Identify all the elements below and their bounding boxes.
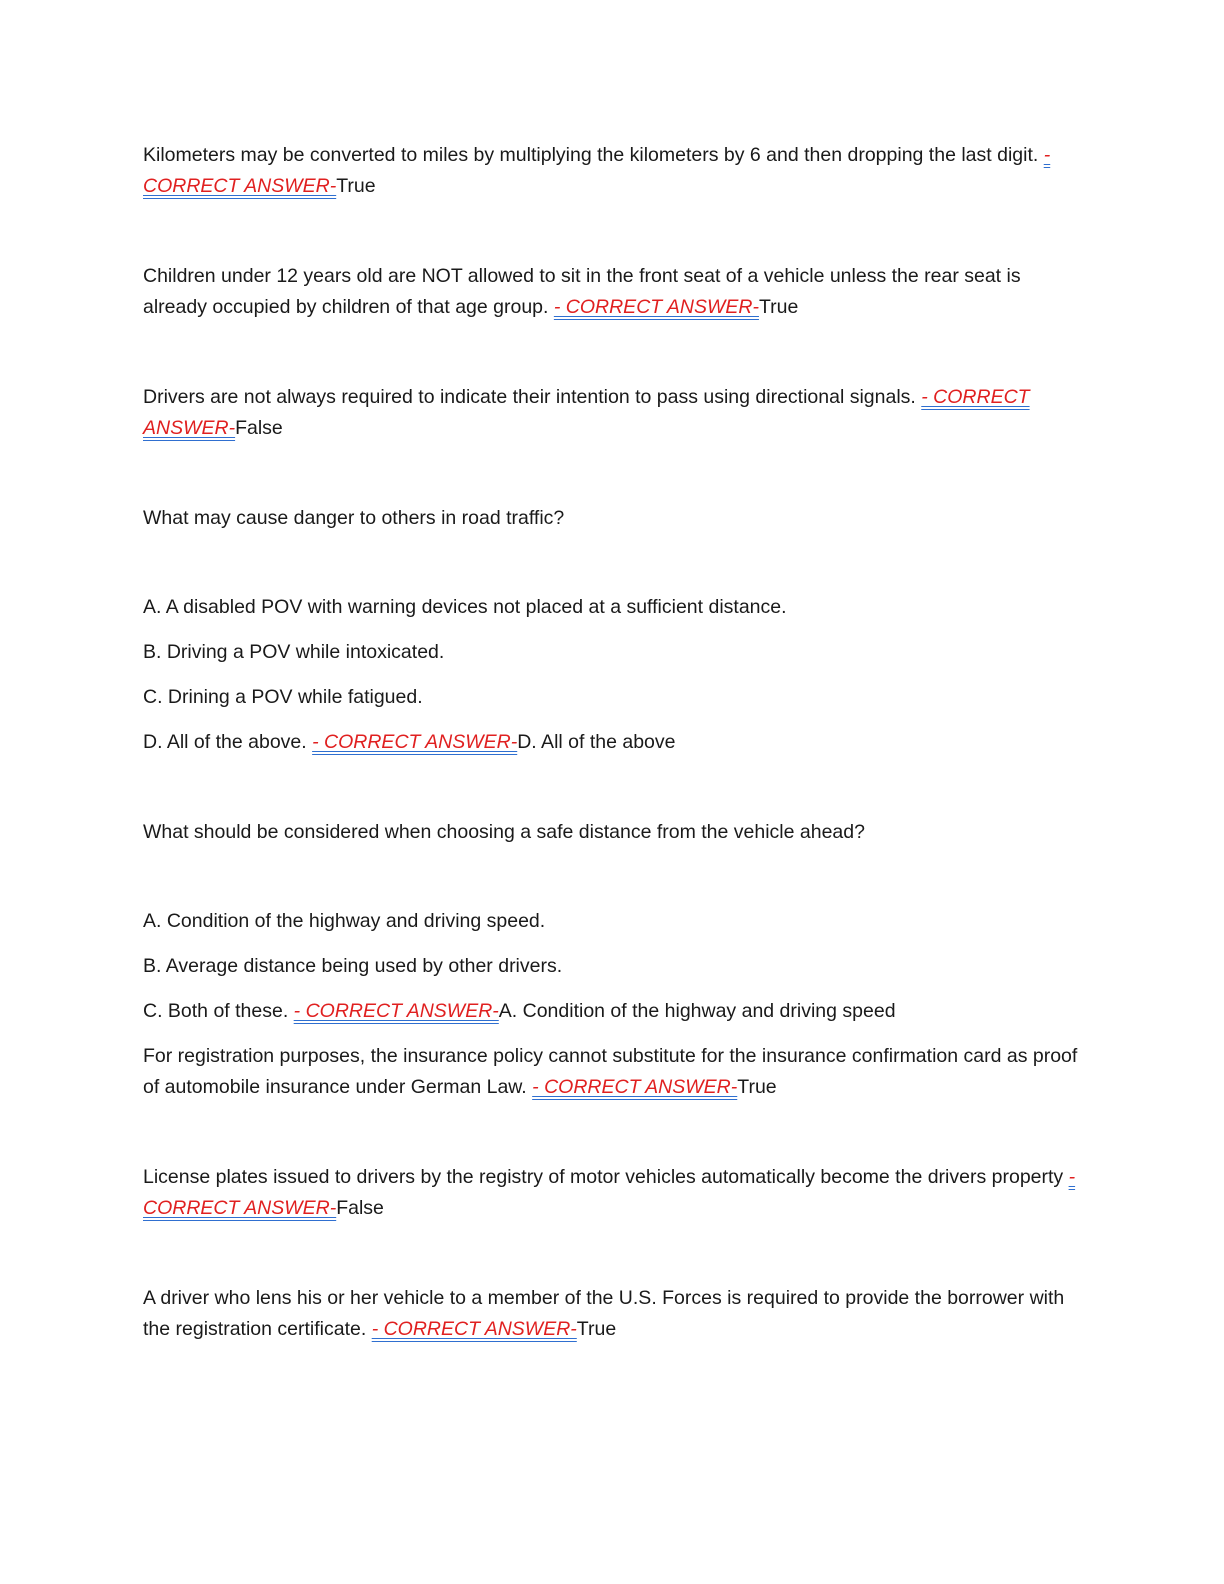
question-7: License plates issued to drivers by the registry of motor vehicles automatically become the drivers property - CORRECT ANSWER-False	[143, 1166, 1076, 1219]
correct-answer-label: - CORRECT ANSWER-	[293, 1000, 499, 1022]
correct-answer-label: - CORRECT ANSWER-	[312, 731, 518, 753]
option-a: A. A disabled POV with warning devices not placed at a sufficient distance.	[143, 596, 787, 618]
answer-value: D. All of the above	[517, 731, 676, 753]
correct-answer-label: - CORRECT ANSWER-	[143, 1166, 1076, 1219]
option-b: B. Average distance being used by other drivers.	[143, 955, 563, 977]
option-d: D. All of the above. - CORRECT ANSWER-D. All of the above	[143, 731, 676, 753]
option-c: C. Drining a POV while fatigued.	[143, 686, 423, 708]
option-a: A. Condition of the highway and driving speed.	[143, 910, 546, 932]
question-3: Drivers are not always required to indicate their intention to pass using directional signals. - CORRECT ANSWER-False	[143, 386, 1030, 439]
answer-value: A. Condition of the highway and driving speed	[498, 1000, 896, 1022]
question-6: For registration purposes, the insurance policy cannot substitute for the insurance confirmation card as proof of automobile insurance under German Law. - CORRECT ANSWER-True	[143, 1045, 1078, 1098]
document-page	[143, 140, 1083, 1345]
correct-answer-label: - CORRECT ANSWER-	[371, 1318, 577, 1340]
question-4-text: What may cause danger to others in road traffic?	[143, 507, 565, 529]
answer-value: True	[758, 296, 799, 318]
option-b: B. Driving a POV while intoxicated.	[143, 641, 445, 663]
question-2: Children under 12 years old are NOT allowed to sit in the front seat of a vehicle unless the rear seat is already occupied by children of that age group. - CORRECT ANSWER-True	[143, 265, 1021, 318]
option-c: C. Both of these. - CORRECT ANSWER-A. Condition of the highway and driving speed	[143, 1000, 896, 1022]
correct-answer-label: - CORRECT ANSWER-	[532, 1076, 738, 1098]
question-8: A driver who lens his or her vehicle to a member of the U.S. Forces is required to provide the borrower with the registration certificate. - CORRECT ANSWER-True	[143, 1287, 1065, 1340]
correct-answer-label: - CORRECT ANSWER-	[143, 386, 1030, 439]
answer-value: False	[235, 417, 283, 439]
question-1: Kilometers may be converted to miles by multiplying the kilometers by 6 and then dropping the last digit. - CORRECT ANSWER-True	[143, 144, 1051, 197]
correct-answer-label: - CORRECT ANSWER-	[143, 144, 1051, 197]
answer-value: True	[576, 1318, 617, 1340]
correct-answer-label: - CORRECT ANSWER-	[553, 296, 759, 318]
answer-value: True	[737, 1076, 777, 1098]
answer-value: False	[336, 1197, 384, 1219]
question-5-text: What should be considered when choosing a safe distance from the vehicle ahead?	[143, 821, 865, 843]
answer-value: True	[336, 175, 376, 197]
